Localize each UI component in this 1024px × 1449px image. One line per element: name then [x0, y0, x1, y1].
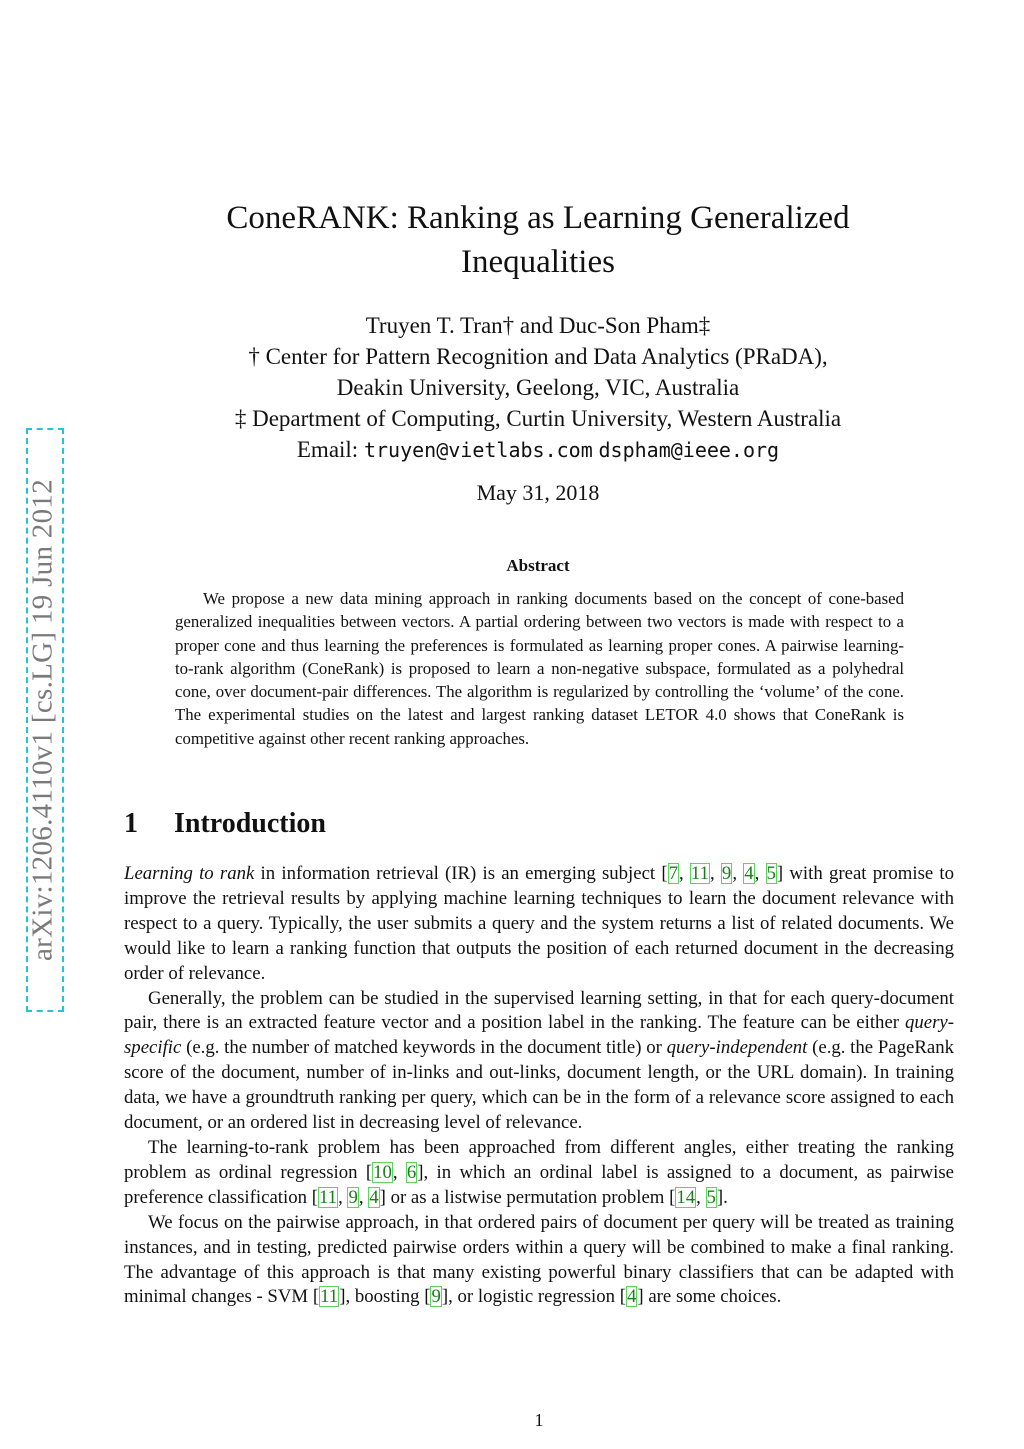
arxiv-identifier[interactable]: arXiv:1206.4110v1 [cs.LG] 19 Jun 2012: [26, 478, 59, 962]
text-run: ].: [716, 1186, 728, 1208]
affiliation-3: ‡ Department of Computing, Curtin University, Western Australia: [234, 406, 842, 431]
paragraph-2: [124, 987, 954, 1136]
citation-link[interactable]: 10: [373, 1161, 392, 1183]
citation-link[interactable]: 4: [369, 1186, 379, 1208]
paragraph-1: Learning to rank in information retrieval (IR) is an emerging subject [7, 11, 9, 4, 5] with great promise to improve the retrieval results by applying machine learning techniques to learn the document relevance with respect to a query. Typically, the user submits a query and the system returns a list of related documents. We would like to learn a ranking function that outputs the position of each returned document in the decreasing order of relevance.: [124, 863, 955, 984]
citation-link[interactable]: 6: [406, 1161, 417, 1183]
citation-link[interactable]: 9: [721, 863, 732, 884]
citation-link[interactable]: 9: [348, 1186, 358, 1208]
emphasis-learning-to-rank: Learning to rank: [124, 863, 255, 884]
section-title: Introduction: [174, 808, 326, 839]
citation-link[interactable]: 14: [676, 1186, 696, 1208]
page-number: 1: [534, 1410, 544, 1430]
citation-link[interactable]: 11: [318, 1186, 338, 1208]
citation-link[interactable]: 11: [690, 863, 710, 884]
emphasis-query-independent: query-independent: [666, 1037, 808, 1059]
paragraph-4: [124, 1211, 954, 1311]
emphasis-query-specific: query-specific: [124, 1012, 954, 1059]
affiliation-2: Deakin University, Geelong, VIC, Australia: [336, 375, 740, 400]
section-heading: [124, 808, 326, 840]
citation-link[interactable]: 7: [668, 863, 679, 884]
text-run: ] with great promise to improve the retrieval results by applying machine learning techniques to learn the document relevance with respect to a query. Typically, the user submits a query and the system returns a list of related documents. We would like to learn a ranking function that outputs the position of each returned document in the decreasing order of relevance.: [124, 863, 955, 984]
text-run: Generally, the problem can be studied in the supervised learning setting, in that for each query-document pair, there is an extracted feature vector and a position label in the ranking. The feature can be either: [124, 987, 954, 1034]
email-label: Email:: [296, 437, 359, 462]
citation-link[interactable]: 5: [766, 863, 776, 884]
text-run: (e.g. the number of matched keywords in the document title) or: [181, 1037, 667, 1059]
paper-title: [180, 196, 896, 284]
citation-link[interactable]: 4: [627, 1286, 637, 1308]
citation-link[interactable]: 11: [320, 1286, 339, 1308]
affiliation-1: † Center for Pattern Recognition and Data Analytics (PRaDA),: [248, 344, 828, 369]
text-run: The learning-to-rank problem has been approached from different angles, either treating the ranking problem as ordinal regression [: [124, 1136, 954, 1183]
text-run: ] are some choices.: [637, 1286, 782, 1308]
title-line-1: ConeRANK: Ranking as Learning Generalized: [226, 200, 850, 236]
email-2[interactable]: dspham@ieee.org: [598, 438, 780, 462]
author-block: [150, 310, 926, 466]
paper-date: May 31, 2018: [476, 480, 600, 505]
citation-link[interactable]: 9: [431, 1286, 441, 1308]
text-run: ], boosting [: [339, 1286, 431, 1308]
text-run: (e.g. the PageRank score of the document, number of in-links and out-links, document length, or the URL domain). In training data, we have a groundtruth ranking per query, which can be in the form of a relevance score assigned to each document, or an ordered list in decreasing level of relevance.: [124, 1037, 954, 1134]
abstract-heading: Abstract: [506, 556, 570, 575]
section-number: 1: [124, 808, 138, 839]
text-run: ] or as a listwise permutation problem [: [379, 1186, 676, 1208]
text-run: ], in which an ordinal label is assigned to a document, as pairwise preference classification [: [124, 1161, 955, 1208]
text-run: in information retrieval (IR) is an emerging subject [: [254, 863, 668, 884]
citation-link[interactable]: 5: [706, 1186, 716, 1208]
author-names: Truyen T. Tran† and Duc-Son Pham‡: [365, 313, 711, 338]
introduction-body: [124, 862, 954, 1310]
citation-link[interactable]: 4: [744, 863, 754, 884]
text-run: We focus on the pairwise approach, in that ordered pairs of document per query will be treated as training instances, and in testing, predicted pairwise orders within a query will be combined to make a final ranking. The advantage of this approach is that many existing powerful binary classifiers that can be adapted with minimal changes - SVM [: [124, 1211, 954, 1308]
text-run: ], or logistic regression [: [441, 1286, 626, 1308]
paragraph-3: The learning-to-rank problem has been approached from different angles, either treating the ranking problem as ordinal regression [10, 6], in which an ordinal label is assigned to a document, as pairwise preference classification [11, 9, 4] or as a listwise permutation problem [14, 5].: [124, 1136, 955, 1208]
email-line: [150, 434, 926, 466]
email-1[interactable]: truyen@vietlabs.com: [363, 438, 593, 462]
abstract-text: We propose a new data mining approach in ranking documents based on the concept of cone-based generalized inequalities between vectors. A partial ordering between two vectors is made with respect to a proper cone and thus learning the preferences is formulated as learning proper cones. A pairwise learning-to-rank algorithm (ConeRank) is proposed to learn a non-negative subspace, formulated as a polyhedral cone, over document-pair differences. The algorithm is regularized by controlling the ‘volume’ of the cone. The experimental studies on the latest and largest ranking dataset LETOR 4.0 shows that ConeRank is competitive against other recent ranking approaches.: [175, 589, 904, 748]
title-line-2: Inequalities: [461, 244, 615, 280]
